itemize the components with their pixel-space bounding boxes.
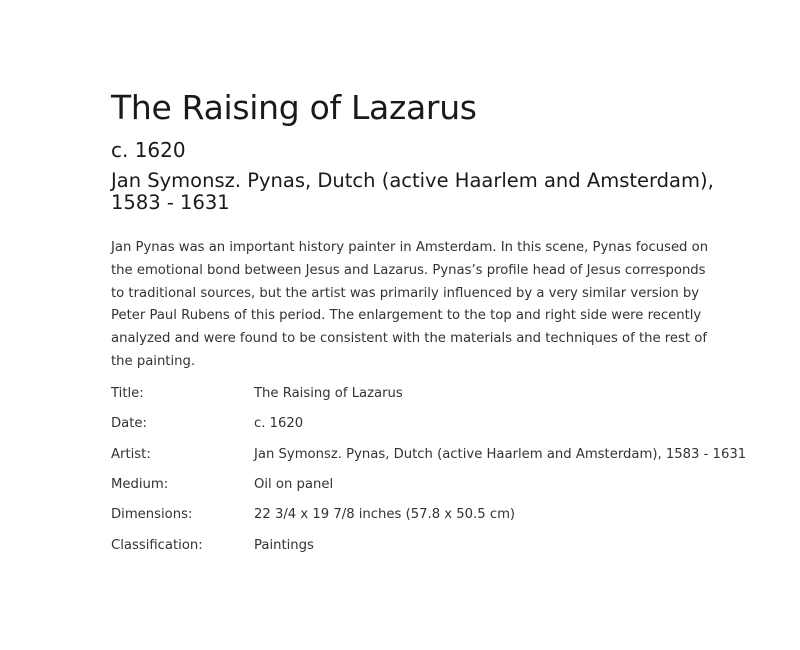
detail-value: The Raising of Lazarus (254, 385, 403, 401)
artwork-title: The Raising of Lazarus (111, 88, 477, 127)
detail-label: Title: (111, 385, 144, 401)
detail-value: Paintings (254, 537, 314, 553)
detail-row-classification (111, 536, 721, 566)
detail-row-date (111, 414, 721, 444)
artwork-artist: Jan Symonsz. Pynas, Dutch (active Haarlem and Amsterdam), 1583 - 1631 (111, 169, 714, 214)
detail-label: Artist: (111, 446, 151, 462)
artwork-content (111, 88, 747, 566)
detail-value: Oil on panel (254, 476, 334, 492)
detail-value: c. 1620 (254, 416, 304, 432)
artwork-date: c. 1620 (111, 138, 186, 162)
detail-label: Date: (111, 416, 147, 432)
artwork-description: Jan Pynas was an important history painter in Amsterdam. In this scene, Pynas focused on the emotional bond between Jesus and Lazarus. Pynas’s profile head of Jesus corresponds to traditional sources, but the artist was primarily influenced by a very similar version by Peter Paul Rubens of this period. The enlargement to the top and right side were recently analyzed and were found to be consistent with the materials and techniques of the rest of the painting. (111, 240, 709, 369)
detail-value: Jan Symonsz. Pynas, Dutch (active Haarlem and Amsterdam), 1583 - 1631 (254, 446, 747, 462)
detail-row-medium (111, 475, 721, 505)
detail-label: Dimensions: (111, 507, 193, 523)
details-table (111, 384, 747, 566)
detail-label: Medium: (111, 476, 169, 492)
detail-value: 22 3/4 x 19 7/8 inches (57.8 x 50.5 cm) (254, 507, 516, 523)
detail-row-dimensions (111, 505, 721, 535)
detail-row-title (111, 384, 721, 414)
detail-label: Classification: (111, 537, 203, 553)
detail-row-artist (111, 445, 747, 475)
